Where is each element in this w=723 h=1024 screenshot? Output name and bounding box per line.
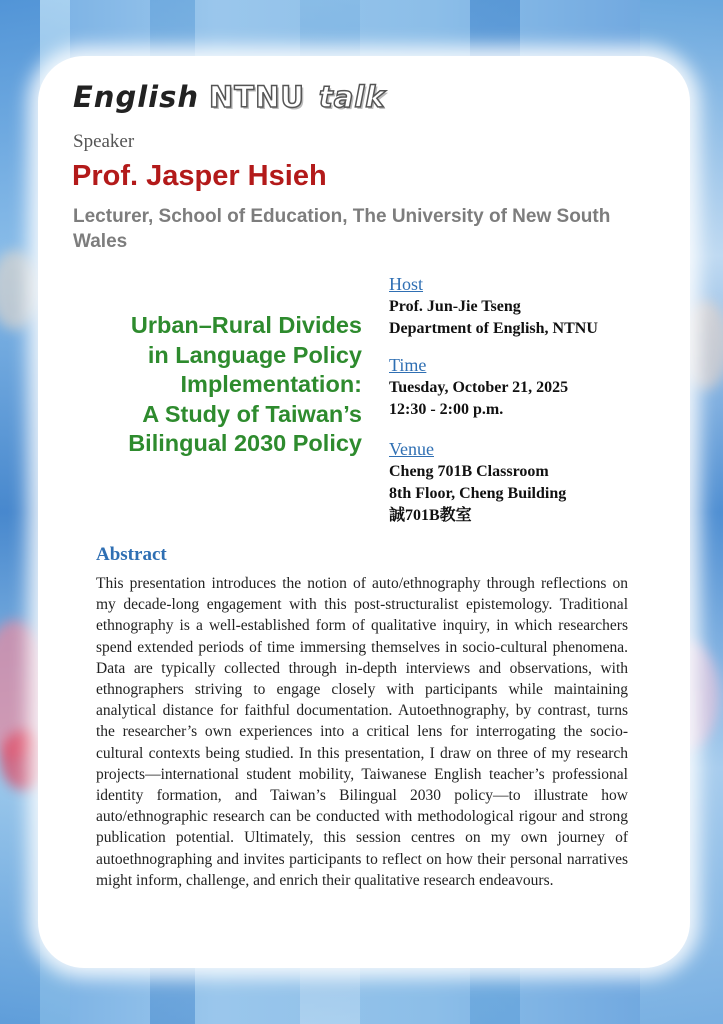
talk-title-line: Urban–Rural Divides [130,312,362,338]
venue-label: Venue [389,439,434,459]
time-date: Tuesday, October 21, 2025 [389,379,569,396]
host-label: Host [389,274,424,294]
speaker-name: Prof. Jasper Hsieh [72,160,327,192]
abstract-text: This presentation introduces the notion of auto/ethnography through reflections on my decade-long engagement with this post-structuralist epistemology. Traditional ethnography is a well-established form of qualitative inquiry, in which researchers spend extended periods of time immersing themselves in socio-cultural phenomena. Data are typically collected through in-depth interviews and observations, with ethnographers striving to engage closely with participants while maintaining analytical distance for faithful documentation. Autoethnography, by contrast, turns the researcher’s own experiences into a critical lens for interrogating the socio-cultural contexts being studied. In this presentation, I draw on three of my research projects—international student mobility, Taiwanese English teacher’s professional identity formation, and Taiwan’s Bilingual 2030 policy—to illustrate how auto/ethnographic research can be conducted with methodological rigour and strong publication potential. Ultimately, this session centres on my own journey of autoethnographing and invites participants to reflect on how their personal narratives might inform, challenge, and enrich their qualitative research endeavours. [96,575,628,889]
host-department: Department of English, NTNU [389,320,598,337]
logo-word-ntnu: NTNU [209,80,305,114]
speaker-affiliation: Lecturer, School of Education, The University of New South Wales [73,206,611,252]
host-name: Prof. Jun-Jie Tseng [389,298,521,315]
time-label: Time [389,355,427,375]
abstract-heading: Abstract [96,544,167,565]
talk-title-line: Implementation: [180,371,362,397]
talk-title [80,311,362,459]
venue-room: Cheng 701B Classroom [389,463,549,480]
logo-word-english: English [73,80,200,114]
venue-floor: 8th Floor, Cheng Building [389,485,567,502]
venue-room-chinese: 誠701B教室 [389,507,472,524]
english-ntnu-talk-logo [73,80,386,114]
talk-title-line: in Language Policy [147,341,362,368]
talk-title-line: Bilingual 2030 Policy [128,430,362,456]
time-hours: 12:30 - 2:00 p.m. [389,401,504,418]
speaker-label: Speaker [73,131,135,152]
time-section [389,354,689,421]
talk-title-line: A Study of Taiwan’s [142,400,362,427]
host-section [389,273,689,340]
venue-section [389,438,689,527]
logo-word-talk: talk [318,80,386,114]
